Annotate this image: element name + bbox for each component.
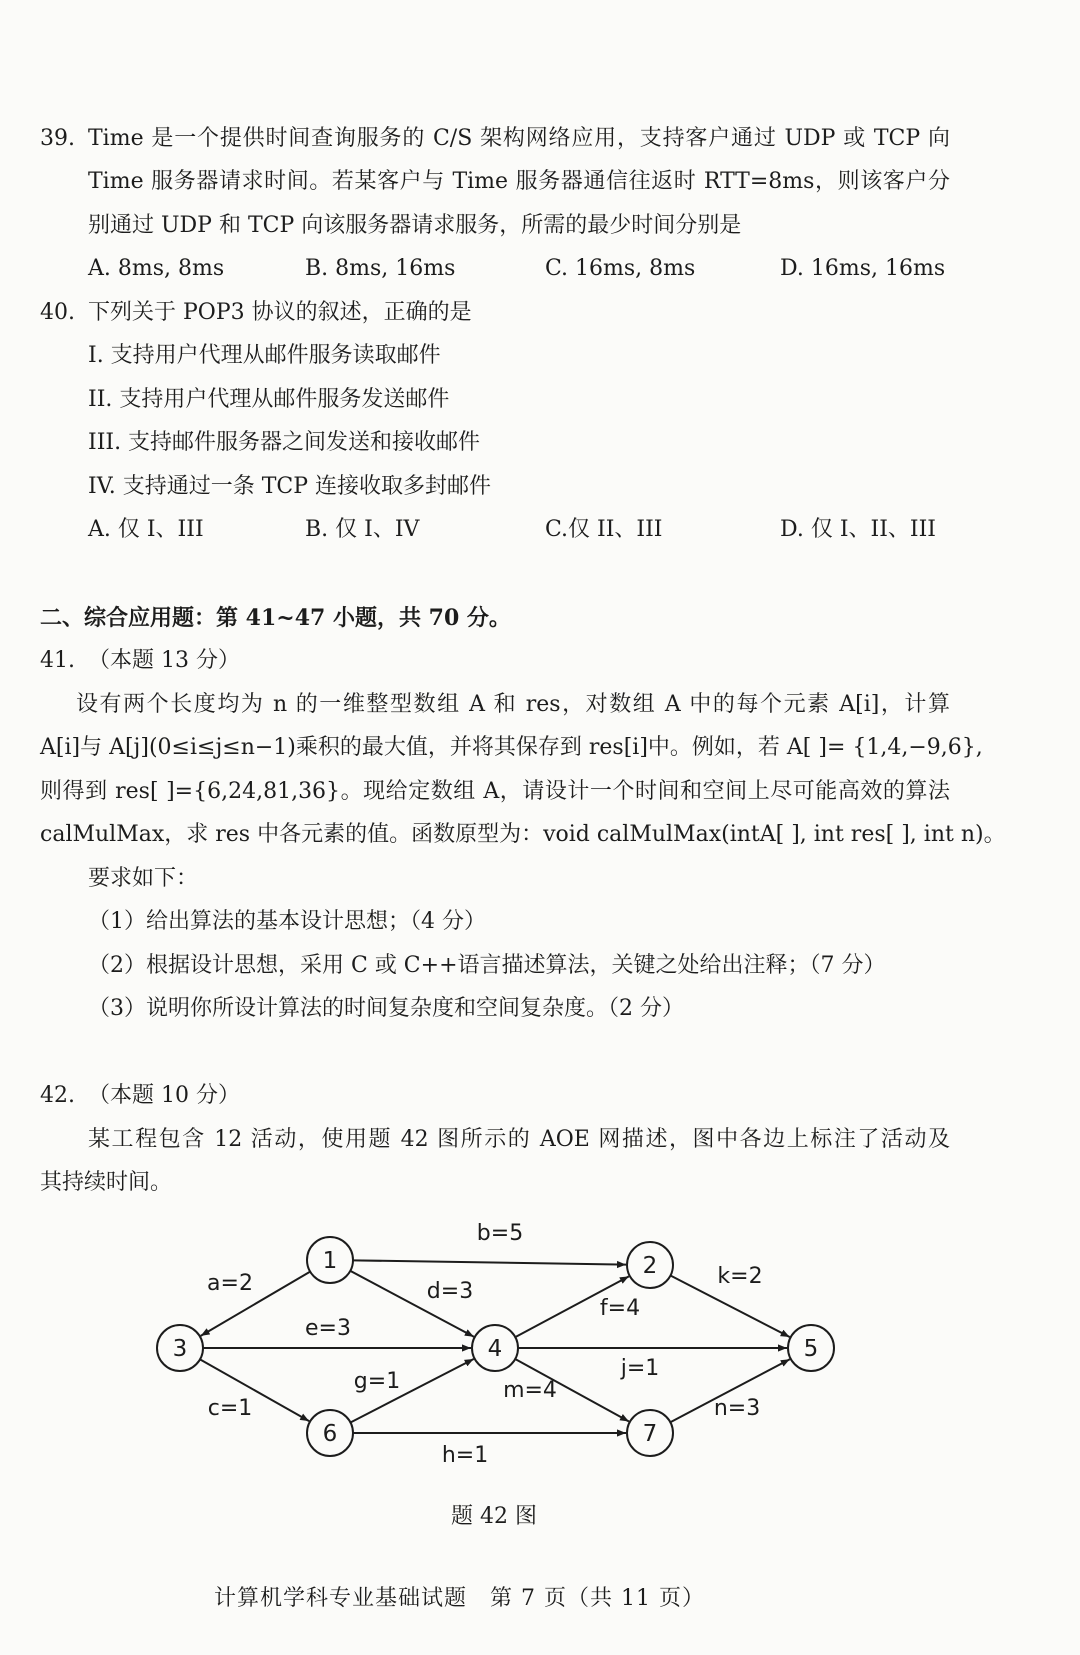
q40-item-2: II. 支持用户代理从邮件服务发送邮件 <box>88 387 450 412</box>
q39-line-2: Time 服务器请求时间。若某客户与 Time 服务器通信往返时 RTT=8ms，则该客户分 <box>88 169 950 194</box>
node-label-3: 3 <box>172 1336 188 1362</box>
edge-label-b: b=5 <box>476 1221 524 1246</box>
node-1 <box>307 1237 353 1283</box>
node-label-2: 2 <box>642 1253 658 1279</box>
q42-number: 42. <box>40 1083 75 1108</box>
node-3 <box>157 1325 203 1371</box>
edge-label-d: d=3 <box>426 1279 474 1304</box>
q39-option-a: A. 8ms, 8ms <box>88 256 225 281</box>
node-label-1: 1 <box>322 1248 338 1274</box>
q40-item-3: III. 支持邮件服务器之间发送和接收邮件 <box>88 430 481 455</box>
node-label-7: 7 <box>642 1421 658 1447</box>
q39-option-b: B. 8ms, 16ms <box>305 256 456 281</box>
q41-body-4: calMulMax，求 res 中各元素的值。函数原型为：void calMulMax(intA[ ], int res[ ], int n)。 <box>40 822 1006 847</box>
edge-label-n: n=3 <box>713 1396 761 1421</box>
edge-label-a: a=2 <box>207 1271 253 1296</box>
q41-score: （本题 13 分） <box>88 648 240 673</box>
edge-label-c: c=1 <box>207 1396 253 1421</box>
node-5 <box>788 1325 834 1371</box>
edge-label-j: j=1 <box>620 1356 660 1381</box>
q40-number: 40. <box>40 300 75 325</box>
edge-label-f: f=4 <box>599 1296 641 1321</box>
edge-1-2 <box>353 1260 626 1264</box>
q40-item-4: IV. 支持通过一条 TCP 连接收取多封邮件 <box>88 474 492 499</box>
q40-item-1: I. 支持用户代理从邮件服务读取邮件 <box>88 343 441 368</box>
edge-label-g: g=1 <box>353 1369 401 1394</box>
aoe-network-diagram <box>0 1215 1080 1465</box>
q39-line-1: Time 是一个提供时间查询服务的 C/S 架构网络应用，支持客户通过 UDP 或 TCP 向 <box>88 126 950 151</box>
edge-label-e: e=3 <box>305 1316 351 1341</box>
q40-option-b: B. 仅 I、IV <box>305 517 420 542</box>
q41-requirement-1: （1）给出算法的基本设计思想；（4 分） <box>88 909 486 934</box>
edge-label-k: k=2 <box>717 1264 763 1289</box>
node-7 <box>627 1410 673 1456</box>
node-label-5: 5 <box>803 1336 819 1362</box>
edge-label-h: h=1 <box>441 1443 489 1465</box>
q40-stem: 下列关于 POP3 协议的叙述，正确的是 <box>88 300 472 325</box>
q42-body-1: 某工程包含 12 活动，使用题 42 图所示的 AOE 网描述，图中各边上标注了活动及 <box>88 1127 950 1152</box>
q40-option-c: C.仅 II、III <box>545 517 663 542</box>
q41-body-2: A[i]与 A[j](0≤i≤j≤n−1)乘积的最大值，并将其保存到 res[i]中。例如，若 A[ ]= {1,4,−9,6}, <box>40 735 983 760</box>
q41-requirements-title: 要求如下： <box>88 866 199 891</box>
q41-number: 41. <box>40 648 75 673</box>
q41-body-3: 则得到 res[ ]={6,24,81,36}。现给定数组 A，请设计一个时间和空间上尽可能高效的算法 <box>40 779 950 804</box>
node-label-4: 4 <box>487 1336 503 1362</box>
node-label-6: 6 <box>322 1421 338 1447</box>
q42-body-2: 其持续时间。 <box>40 1170 173 1195</box>
q41-body-1: 设有两个长度均为 n 的一维整型数组 A 和 res，对数组 A 中的每个元素 A[i]，计算 <box>76 692 950 717</box>
q41-requirement-2: （2）根据设计思想，采用 C 或 C++语言描述算法，关键之处给出注释；（7 分） <box>88 953 886 978</box>
node-2 <box>627 1242 673 1288</box>
figure-caption: 题 42 图 <box>451 1504 537 1529</box>
node-4 <box>472 1325 518 1371</box>
edge-label-m: m=4 <box>503 1378 557 1403</box>
q41-requirement-3: （3）说明你所设计算法的时间复杂度和空间复杂度。（2 分） <box>88 996 684 1021</box>
q42-score: （本题 10 分） <box>88 1083 240 1108</box>
node-6 <box>307 1410 353 1456</box>
q40-option-a: A. 仅 I、III <box>88 517 204 542</box>
page-footer: 计算机学科专业基础试题 第 7 页（共 11 页） <box>214 1586 705 1611</box>
q39-option-d: D. 16ms, 16ms <box>780 256 946 281</box>
section-heading: 二、综合应用题：第 41~47 小题，共 70 分。 <box>40 605 511 631</box>
q39-number: 39. <box>40 126 75 151</box>
q39-option-c: C. 16ms, 8ms <box>545 256 696 281</box>
q40-option-d: D. 仅 I、II、III <box>780 517 936 542</box>
q39-line-3: 别通过 UDP 和 TCP 向该服务器请求服务，所需的最少时间分别是 <box>88 213 742 238</box>
